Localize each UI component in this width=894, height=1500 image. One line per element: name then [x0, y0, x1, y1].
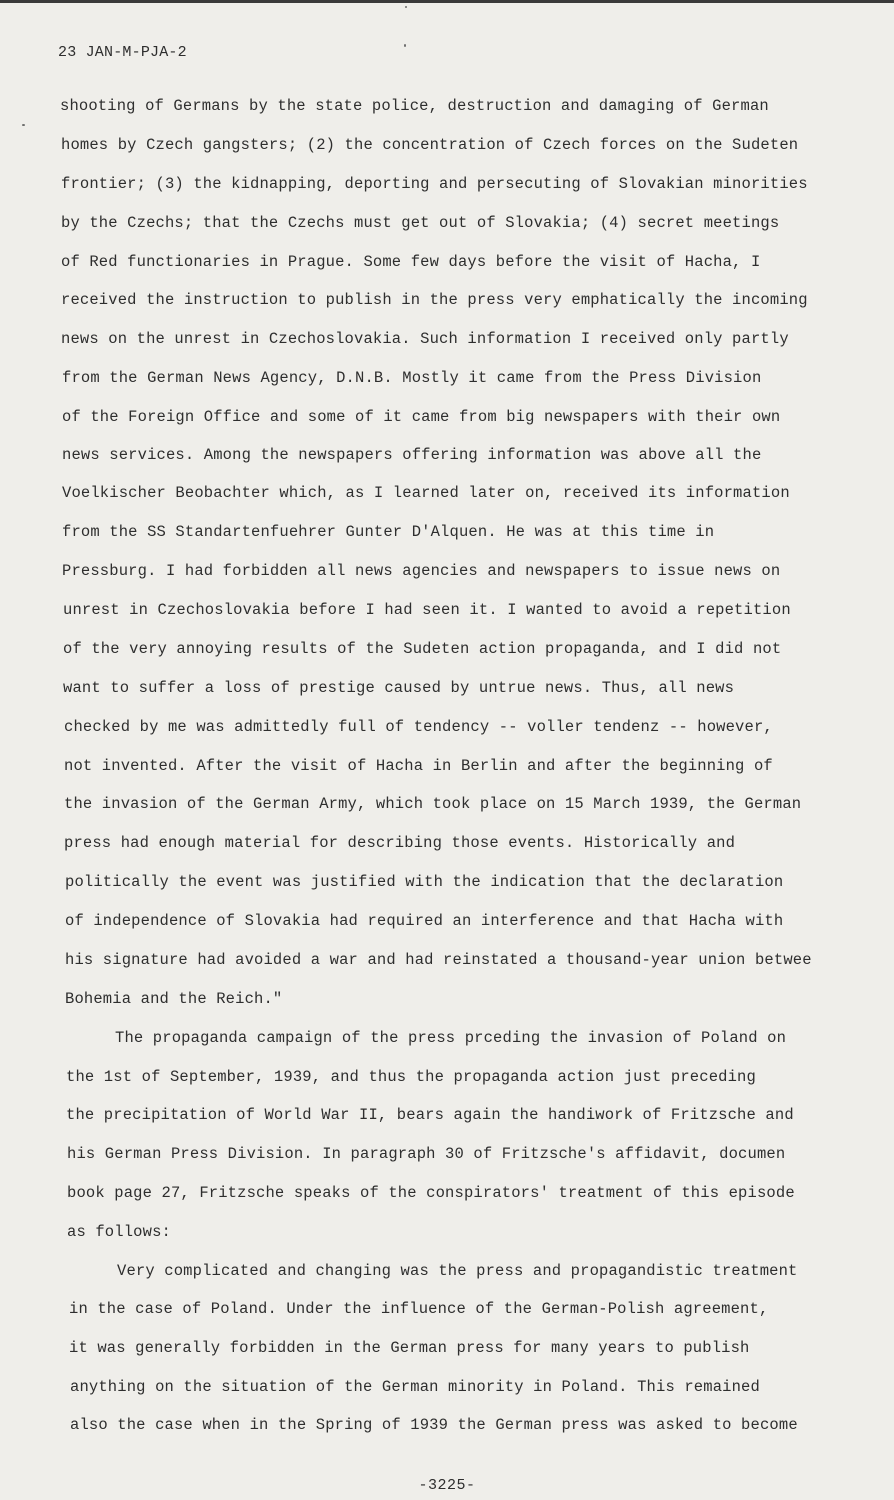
text-line: in the case of Poland. Under the influence of the German-Polish agreement,: [69, 1300, 769, 1318]
text-line: news on the unrest in Czechoslovakia. Such information I received only partly: [61, 330, 789, 348]
document-header: 23 JAN-M-PJA-2: [58, 44, 187, 61]
text-line: by the Czechs; that the Czechs must get out of Slovakia; (4) secret meetings: [61, 214, 780, 232]
text-line: checked by me was admittedly full of tendency -- voller tendenz -- however,: [64, 718, 773, 736]
text-line: anything on the situation of the German minority in Poland. This remained: [70, 1378, 760, 1396]
text-line: homes by Czech gangsters; (2) the concentration of Czech forces on the Sudeten: [61, 136, 799, 154]
text-line: shooting of Germans by the state police, destruction and damaging of German: [60, 97, 769, 115]
text-line: of Red functionaries in Prague. Some few days before the visit of Hacha, I: [61, 253, 761, 271]
text-line: book page 27, Fritzsche speaks of the conspirators' treatment of this episode: [67, 1184, 795, 1202]
text-line: news services. Among the newspapers offering information was above all the: [62, 446, 762, 464]
text-line: The propaganda campaign of the press prceding the invasion of Poland on: [115, 1029, 787, 1047]
text-line: received the instruction to publish in the press very emphatically the incoming: [61, 291, 808, 309]
text-line: Very complicated and changing was the press and propagandistic treatment: [117, 1262, 798, 1280]
page-number: -3225-: [418, 1477, 476, 1494]
text-line: his German Press Division. In paragraph 30 of Fritzsche's affidavit, documen: [67, 1145, 786, 1163]
text-line: Bohemia and the Reich.": [65, 990, 283, 1008]
text-line: press had enough material for describing those events. Historically and: [64, 834, 736, 852]
paper-speck: [405, 6, 407, 8]
text-line: the invasion of the German Army, which took place on 15 March 1939, the German: [64, 795, 802, 813]
text-line: also the case when in the Spring of 1939 the German press was asked to become: [70, 1416, 798, 1434]
paper-speck: [404, 44, 406, 47]
text-line: frontier; (3) the kidnapping, deporting and persecuting of Slovakian minorities: [61, 175, 808, 193]
text-line: from the SS Standartenfuehrer Gunter D'Alquen. He was at this time in: [62, 523, 715, 541]
text-line: the precipitation of World War II, bears again the handiwork of Fritzsche and: [66, 1106, 794, 1124]
text-line: unrest in Czechoslovakia before I had seen it. I wanted to avoid a repetition: [63, 601, 791, 619]
text-line: Voelkischer Beobachter which, as I learned later on, received its information: [62, 484, 790, 502]
text-line: of the Foreign Office and some of it came from big newspapers with their own: [62, 408, 781, 426]
text-line: of independence of Slovakia had required an interference and that Hacha with: [65, 912, 784, 930]
text-line: politically the event was justified with the indication that the declaration: [65, 873, 784, 891]
text-line: want to suffer a loss of prestige caused by untrue news. Thus, all news: [63, 679, 735, 697]
text-line: from the German News Agency, D.N.B. Mostly it came from the Press Division: [62, 369, 762, 387]
text-line: Pressburg. I had forbidden all news agencies and newspapers to issue news on: [62, 562, 781, 580]
page-top-edge: [0, 0, 894, 3]
text-line: the 1st of September, 1939, and thus the propaganda action just preceding: [66, 1068, 756, 1086]
text-line: his signature had avoided a war and had reinstated a thousand-year union betwee: [65, 951, 812, 969]
text-line: of the very annoying results of the Sudeten action propaganda, and I did not: [63, 640, 782, 658]
text-line: not invented. After the visit of Hacha in Berlin and after the beginning of: [64, 757, 773, 775]
text-line: it was generally forbidden in the German press for many years to publish: [69, 1339, 750, 1357]
paper-speck: [22, 124, 25, 126]
text-line: as follows:: [67, 1223, 171, 1241]
